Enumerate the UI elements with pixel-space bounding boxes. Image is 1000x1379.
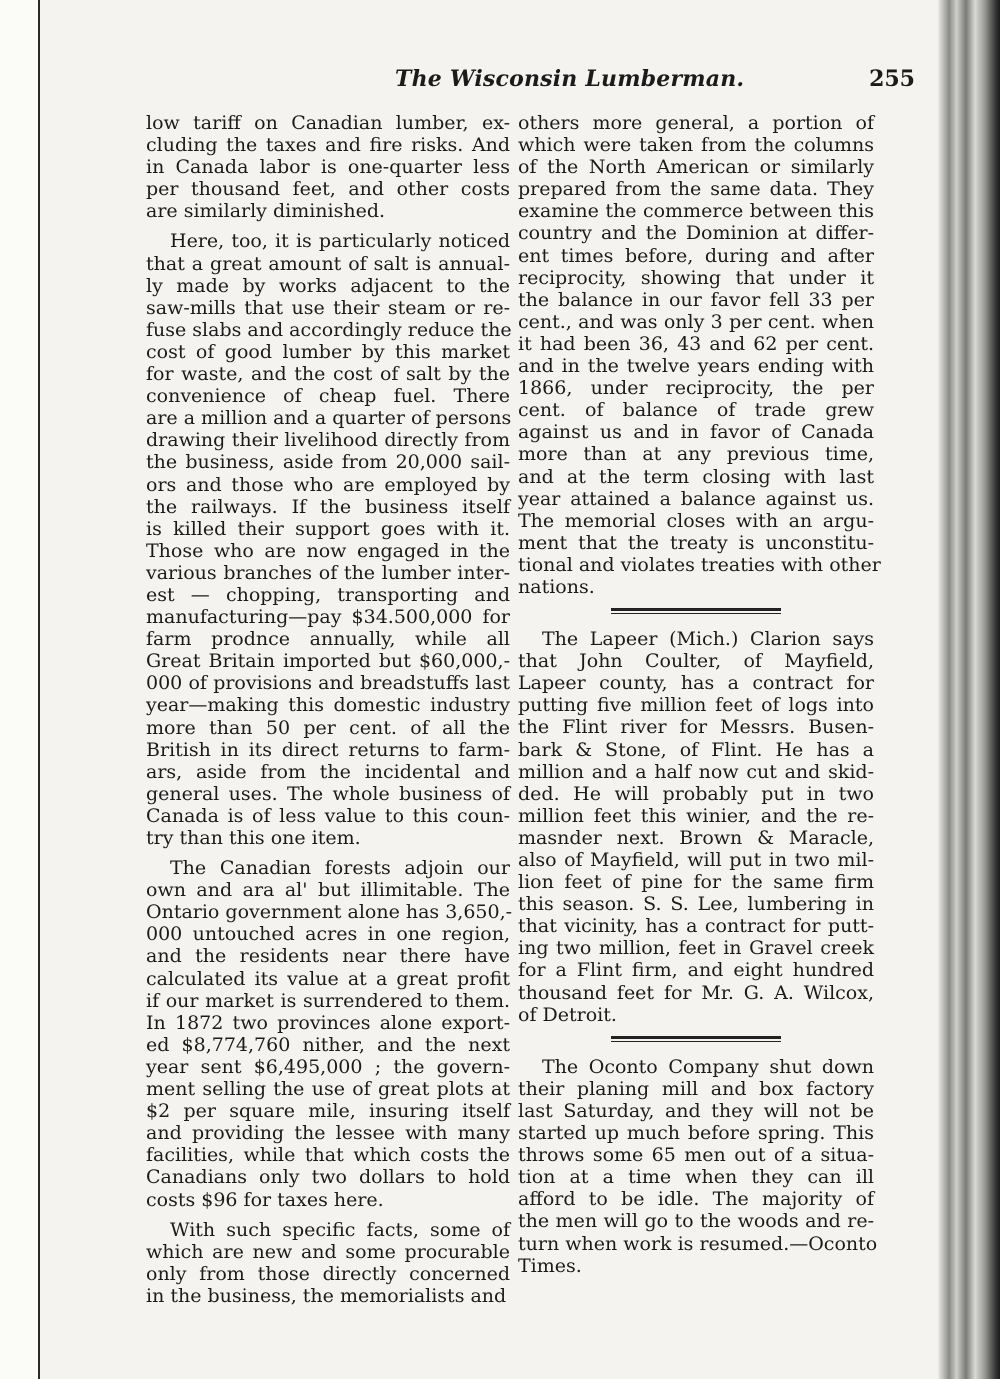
text-line: cost of good lumber by this market — [146, 340, 510, 363]
text-line: others more general, a portion of — [518, 112, 874, 134]
text-line: low tariff on Canadian lumber, ex- — [146, 112, 510, 134]
paragraph — [146, 1219, 510, 1307]
text-line: that John Coulter, of Mayfield, — [518, 650, 874, 673]
text-line: million feet this winier, and the re- — [518, 804, 874, 827]
text-line: Lapeer county, has a contract for — [518, 672, 874, 695]
text-line: ing two million, feet in Gravel creek — [518, 937, 874, 960]
text-line: of the North American or similarly — [518, 156, 874, 179]
text-line: year—making this domestic industry — [146, 694, 510, 717]
text-line: Those who are now engaged in the — [146, 539, 510, 562]
page-number: 255 — [869, 66, 915, 92]
text-line: tion at a time when they can ill — [518, 1166, 874, 1189]
text-line: in the business, the memorialists and — [146, 1284, 507, 1307]
text-line: Canadians only two dollars to hold — [146, 1166, 510, 1189]
text-line: The Canadian forests adjoin our — [170, 857, 510, 880]
text-line: it had been 36, 43 and 62 per cent. — [518, 332, 874, 355]
text-line: year sent $6,495,000 ; the govern- — [146, 1055, 510, 1078]
text-line: and in the twelve years ending with — [518, 355, 874, 378]
text-line: manufacturing—pay $34.500,000 for — [146, 606, 510, 629]
text-line: throws some 65 men out of a situa- — [518, 1144, 874, 1167]
text-line: cluding the taxes and fire risks. And — [146, 134, 510, 157]
text-line: ed $8,774,760 nither, and the next — [146, 1033, 510, 1056]
text-line: the Flint river for Messrs. Busen- — [518, 716, 874, 739]
text-line: and providing the lessee with many — [146, 1122, 510, 1145]
text-line: With such specific facts, some of — [170, 1218, 510, 1241]
text-line: In 1872 two provinces alone export- — [146, 1011, 510, 1034]
text-line: lion feet of pine for the same firm — [518, 871, 874, 894]
right-page-edge — [938, 0, 1000, 1379]
text-line: million and a half now cut and skid- — [518, 760, 874, 783]
text-line: tional and violates treaties with other — [518, 553, 881, 576]
text-line: started up much before spring. This — [518, 1122, 874, 1145]
book-page — [40, 0, 938, 1379]
text-line: thousand feet for Mr. G. A. Wilcox, — [518, 981, 874, 1004]
text-line: per thousand feet, and other costs — [146, 178, 510, 201]
text-line: more than 50 per cent. of all the — [146, 716, 510, 739]
text-line: last Saturday, and they will not be — [518, 1099, 874, 1122]
text-line: nations. — [518, 575, 595, 598]
text-line: and at the term closing with last — [518, 465, 874, 488]
text-line: putting five million feet of logs into — [518, 694, 874, 717]
text-line: farm prodnce annually, while all — [146, 628, 510, 651]
paragraph — [518, 1055, 878, 1277]
text-line: Here, too, it is particularly noticed — [170, 230, 510, 253]
text-line: that a great amount of salt is annual- — [146, 252, 510, 275]
text-line: and the residents near there have — [146, 945, 510, 968]
text-line: masnder next. Brown & Maracle, — [518, 826, 874, 849]
text-line: the men will go to the woods and re- — [518, 1210, 874, 1233]
text-line: for a Flint firm, and eight hundred — [518, 959, 874, 982]
text-line: for waste, and the cost of salt by the — [146, 363, 510, 386]
left-text-column — [146, 112, 513, 1315]
text-line: The Lapeer (Mich.) Clarion says — [542, 628, 874, 651]
text-line: $2 per square mile, insuring itself — [146, 1100, 510, 1123]
text-line: various branches of the lumber inter- — [146, 561, 510, 584]
paragraph — [518, 628, 874, 1026]
left-binding-edge — [0, 0, 40, 1379]
text-line: are similarly diminished. — [146, 200, 386, 223]
text-line: the railways. If the business itself — [146, 495, 510, 518]
text-line: 000 of provisions and breadstuffs last — [146, 672, 510, 695]
text-line: general uses. The whole business of — [146, 782, 510, 805]
text-line: cent. of balance of trade grew — [518, 399, 874, 422]
text-line: ment that the treaty is unconstitu- — [518, 531, 874, 554]
text-line: facilities, while that which costs the — [146, 1144, 510, 1167]
text-line: more than at any previous time, — [518, 443, 874, 466]
text-line: afford to be idle. The majority of — [518, 1188, 874, 1211]
text-line: country and the Dominion at differ- — [518, 222, 874, 245]
text-line: The memorial closes with an argu- — [518, 509, 874, 532]
page-header — [395, 66, 915, 106]
paragraph — [518, 112, 881, 598]
text-line: the business, aside from 20,000 sail- — [146, 451, 510, 474]
text-line: Great Britain imported but $60,000,- — [146, 650, 510, 673]
paragraph — [146, 230, 510, 849]
text-line: 000 untouched acres in one region, — [146, 923, 510, 946]
text-line: saw-mills that use their steam or re- — [146, 296, 510, 319]
text-line: ent times before, during and after — [518, 244, 874, 267]
text-line: year attained a balance against us. — [518, 487, 874, 510]
text-line: costs $96 for taxes here. — [146, 1188, 384, 1211]
right-text-column — [518, 112, 881, 1285]
text-line: ly made by works adjacent to the — [146, 274, 510, 297]
text-line: bark & Stone, of Flint. He has a — [518, 738, 874, 761]
text-line: which are new and some procurable — [146, 1240, 510, 1263]
text-line: are a million and a quarter of persons — [146, 407, 512, 430]
text-line: if our market is surrendered to them. — [146, 989, 510, 1012]
text-line: also of Mayfield, will put in two mil- — [518, 849, 874, 871]
text-line: own and ara al' but illimitable. The — [146, 879, 510, 902]
text-line: drawing their livelihood directly from — [146, 429, 510, 452]
text-line: of Detroit. — [518, 1003, 617, 1026]
text-line: 1866, under reciprocity, the per — [518, 377, 874, 400]
text-line: this season. S. S. Lee, lumbering in — [518, 893, 874, 916]
text-line: the balance in our favor fell 33 per — [518, 288, 874, 311]
text-line: is killed their support goes with it. — [146, 517, 510, 540]
text-line: examine the commerce between this — [518, 200, 874, 223]
running-title: The Wisconsin Lumberman. — [395, 66, 745, 92]
text-line: ded. He will probably put in two — [518, 782, 874, 805]
text-line: their planing mill and box factory — [518, 1077, 874, 1100]
section-divider-rule — [611, 608, 781, 614]
text-line: Times. — [518, 1254, 582, 1277]
text-line: turn when work is resumed.—Oconto — [518, 1232, 878, 1255]
paragraph — [146, 857, 513, 1211]
section-divider-rule — [611, 1036, 781, 1042]
text-line: ars, aside from the incidental and — [146, 760, 510, 783]
text-line: The Oconto Company shut down — [542, 1055, 874, 1078]
text-line: against us and in favor of Canada — [518, 421, 874, 444]
text-line: Canada is of less value to this coun- — [146, 804, 510, 827]
text-line: in Canada labor is one-quarter less — [146, 156, 510, 179]
text-line: ors and those who are employed by — [146, 473, 510, 496]
text-line: est — chopping, transporting and — [146, 583, 510, 606]
text-line: only from those directly concerned — [146, 1262, 510, 1285]
text-line: British in its direct returns to farm- — [146, 738, 510, 761]
text-line: that vicinity, has a contract for putt- — [518, 915, 874, 938]
text-line: convenience of cheap fuel. There — [146, 385, 510, 408]
text-line: cent., and was only 3 per cent. when — [518, 310, 874, 333]
text-line: which were taken from the columns — [518, 134, 874, 157]
text-line: ment selling the use of great plots at — [146, 1078, 510, 1101]
text-line: reciprocity, showing that under it — [518, 266, 874, 289]
paragraph — [146, 112, 510, 222]
text-line: calculated its value at a great profit — [146, 967, 510, 990]
text-line: try than this one item. — [146, 827, 361, 849]
text-line: Ontario government alone has 3,650,- — [146, 901, 513, 924]
text-line: fuse slabs and accordingly reduce the — [146, 318, 512, 341]
text-line: prepared from the same data. They — [518, 178, 874, 201]
